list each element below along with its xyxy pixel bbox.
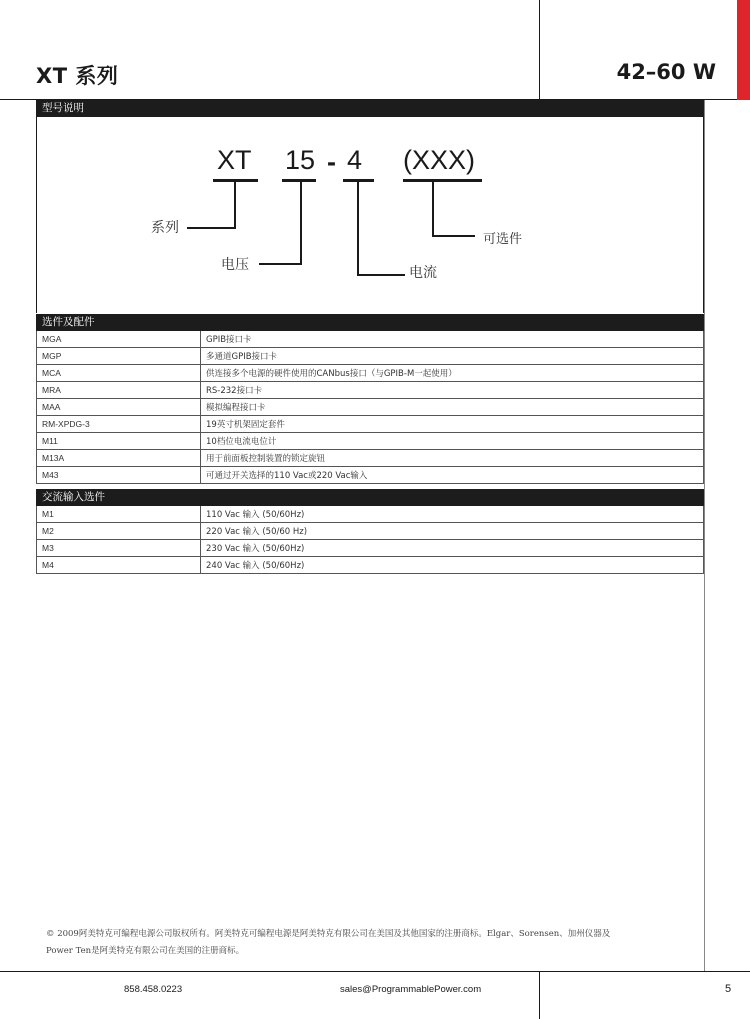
ac-options-table xyxy=(36,506,704,574)
table-row xyxy=(37,399,704,416)
accent-tab xyxy=(737,0,750,100)
code-dash: - xyxy=(327,147,336,177)
copyright-note xyxy=(46,926,696,960)
option-desc: 19英寸机架固定套件 xyxy=(201,416,704,433)
option-desc: GPIB接口卡 xyxy=(201,331,704,348)
table-row xyxy=(37,433,704,450)
connector-voltage-v xyxy=(300,179,302,265)
code-voltage: 15 xyxy=(285,145,316,175)
table-row xyxy=(37,506,704,523)
code-series: XT xyxy=(217,145,252,175)
connector-series-v xyxy=(234,179,236,229)
table-row xyxy=(37,348,704,365)
model-section-bar: 型号说明 xyxy=(36,100,704,117)
power-range: 42–60 W xyxy=(616,60,716,84)
label-current: 电流 xyxy=(409,265,437,281)
option-code: MCA xyxy=(37,365,201,382)
model-diagram xyxy=(36,117,704,313)
option-desc: 可通过开关选择的110 Vac或220 Vac输入 xyxy=(201,467,704,484)
table-row xyxy=(37,450,704,467)
footer-divider-vertical xyxy=(539,971,540,1019)
label-voltage: 电压 xyxy=(221,257,249,273)
ac-desc: 240 Vac 输入 (50/60Hz) xyxy=(201,557,704,574)
option-desc: 模拟编程接口卡 xyxy=(201,399,704,416)
label-options: 可选件 xyxy=(483,232,523,247)
table-row xyxy=(37,540,704,557)
underline-voltage xyxy=(282,179,316,182)
table-row xyxy=(37,523,704,540)
options-table xyxy=(36,331,704,484)
phone-number: 858.458.0223 xyxy=(124,984,183,995)
code-current: 4 xyxy=(347,145,363,175)
table-row xyxy=(37,557,704,574)
underline-options xyxy=(403,179,482,182)
ac-desc: 110 Vac 输入 (50/60Hz) xyxy=(201,506,704,523)
ac-code: M1 xyxy=(37,506,201,523)
option-code: RM-XPDG-3 xyxy=(37,416,201,433)
option-code: M43 xyxy=(37,467,201,484)
label-series: 系列 xyxy=(151,220,179,236)
code-options: (XXX) xyxy=(403,145,476,175)
ac-code: M2 xyxy=(37,523,201,540)
copyright-line-1: © 2009阿美特克可编程电源公司版权所有。阿美特克可编程电源是阿美特克有限公司在美国及其他国家的注册商标。Elgar、Sorensen、加州仪器及 xyxy=(46,929,611,939)
header-divider-vertical xyxy=(539,0,540,100)
option-code: MRA xyxy=(37,382,201,399)
option-code: MAA xyxy=(37,399,201,416)
connector-current-v xyxy=(357,179,359,276)
table-row xyxy=(37,365,704,382)
option-desc: 10档位电流电位计 xyxy=(201,433,704,450)
option-desc: 用于前面板控制装置的锁定旋钮 xyxy=(201,450,704,467)
option-desc: 多通道GPIB接口卡 xyxy=(201,348,704,365)
option-code: M13A xyxy=(37,450,201,467)
connector-voltage-h xyxy=(259,263,302,265)
copyright-line-2: Power Ten是阿美特克有限公司在美国的注册商标。 xyxy=(46,946,245,956)
page-number: 5 xyxy=(725,983,732,995)
ac-section-bar: 交流输入选件 xyxy=(36,489,704,506)
right-margin-line xyxy=(704,100,705,971)
table-row xyxy=(37,382,704,399)
connector-options-h xyxy=(432,235,475,237)
options-section-bar: 选件及配件 xyxy=(36,314,704,331)
footer-rule xyxy=(0,971,750,972)
ac-code: M3 xyxy=(37,540,201,557)
option-code: MGP xyxy=(37,348,201,365)
email-address[interactable]: sales@ProgrammablePower.com xyxy=(340,984,482,995)
connector-options-v xyxy=(432,179,434,237)
table-row xyxy=(37,331,704,348)
ac-desc: 230 Vac 输入 (50/60Hz) xyxy=(201,540,704,557)
connector-series-h xyxy=(187,227,236,229)
option-desc: RS-232接口卡 xyxy=(201,382,704,399)
table-row xyxy=(37,467,704,484)
option-code: MGA xyxy=(37,331,201,348)
option-desc: 供连接多个电源的硬件使用的CANbus接口（与GPIB-M一起使用） xyxy=(201,365,704,382)
connector-current-h xyxy=(357,274,405,276)
ac-desc: 220 Vac 输入 (50/60 Hz) xyxy=(201,523,704,540)
page-title: XT 系列 xyxy=(36,64,119,88)
option-code: M11 xyxy=(37,433,201,450)
ac-code: M4 xyxy=(37,557,201,574)
table-row xyxy=(37,416,704,433)
